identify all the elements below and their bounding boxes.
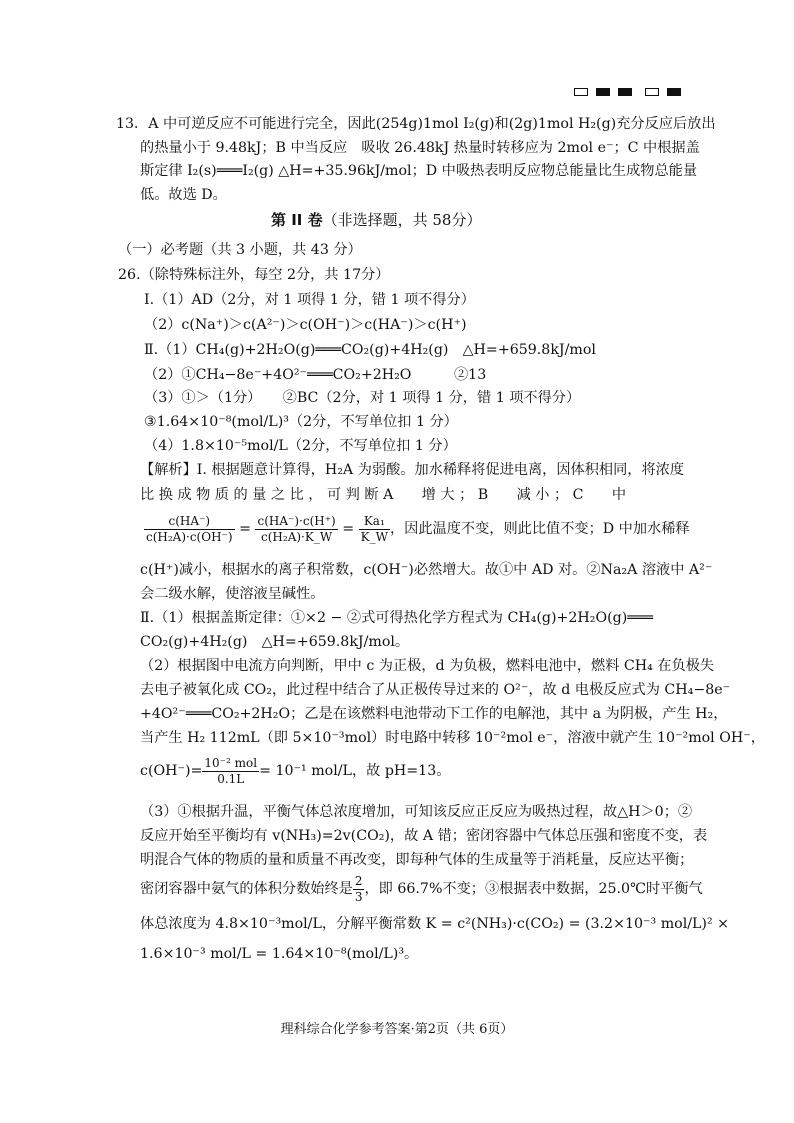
q26-answer-1: Ⅰ.（1）AD（2分，对 1 项得 1 分，错 1 项不得分）: [144, 292, 475, 308]
analysis-line2: 比 换 成 物 质 的 量 之 比 ， 可 判 断 A 增 大 ； B 减 小 ； C 中: [140, 487, 627, 503]
line15-part-a: 密闭容器中氨气的体积分数始终是: [140, 881, 353, 897]
q13-line4: 低。故选 D。: [140, 187, 227, 203]
analysis-line13: 反应开始至平衡均有 v(NH₃)=2v(CO₂)，故 A 错；密闭容器中气体总压强和密度不变，表: [140, 828, 708, 844]
fraction-2: $\frac{c(HA^-)\cdot c(H^+)}{\text{c(H₂A)·K\_W}}$: [257, 513, 336, 544]
mark-outline: [645, 88, 659, 96]
mark-filled: [667, 88, 681, 96]
q26-answer-5: （3）①＞（1分） ②BC（2分，对 1 项得 1 分，错 1 项不得分）: [144, 390, 581, 406]
q13-line1: 13．A 中可逆反应不可能进行完全，因此(254g)1mol I₂(g)和(2g)1mol H₂(g)充分反应后放出: [116, 116, 716, 132]
q13-line2: 的热量小于 9.48kJ；B 中当反应 吸收 26.48kJ 热量时转移应为 2mol e⁻；C 中根据盖: [140, 140, 700, 156]
analysis-line17: 1.6×10⁻³ mol/L = 1.64×10⁻⁸(mol/L)³。: [140, 946, 419, 962]
fraction-3: $\frac{\text{Ka₁}}{K\_W}$: [360, 513, 388, 544]
analysis-line6: Ⅱ.（1）根据盖斯定律：①×2 − ②式可得热化学方程式为 CH₄(g)+2H₂O(g)═══: [140, 610, 653, 626]
analysis-line3-tail: ，因此温度不变，则此比值不变；D 中加水稀释: [389, 521, 690, 537]
q26-answer-2: （2）c(Na⁺)＞c(A²⁻)＞c(OH⁻)＞c(HA⁻)＞c(H⁺): [144, 317, 467, 333]
analysis-line10: +4O²⁻═══CO₂+2H₂O；乙是在该燃料电池带动下工作的电解池，其中 a 为阴极，产生 H₂，: [140, 706, 728, 722]
section-title: [271, 210, 481, 230]
fraction-4: $\frac{\text{10⁻² mol}}{0.1L}$: [204, 755, 258, 786]
analysis-formula-ratio: $\frac{c(HA^-)}{\text{c(H₂A)·c(OH⁻)}}$ = $\frac{c(HA^-)\cdot c(H^+)}{\text{c(H₂A)·K\_W}}$ = $\frac{\text{Ka₁}}{K\_W}$ ，因此温度不变，则此比值不变；D 中加水稀释: [146, 513, 690, 544]
formula-oh-lhs: c(OH⁻)=: [140, 763, 203, 779]
analysis-line16: 体总浓度为 4.8×10⁻³mol/L，分解平衡常数 K = c²(NH₃)·c(CO₂) = (3.2×10⁻³ mol/L)² ×: [140, 916, 730, 932]
mark-outline: [574, 88, 588, 96]
mark-filled: [596, 88, 610, 96]
part1-heading: （一）必考题（共 3 小题，共 43 分）: [118, 242, 362, 258]
q26-answer-3: Ⅱ.（1）CH₄(g)+2H₂O(g)═══CO₂(g)+4H₂(g) △H=+659.8kJ/mol: [144, 342, 596, 358]
analysis-line7: CO₂(g)+4H₂(g) △H=+659.8kJ/mol。: [140, 634, 410, 650]
q13-line3: 斯定律 I₂(s)═══I₂(g) △H=+35.96kJ/mol；D 中吸热表明反应物总能量比生成物总能量: [140, 163, 698, 179]
analysis-formula-oh: [140, 754, 450, 788]
analysis-line9: 去电子被氧化成 CO₂，此过程中结合了从正极传导过来的 O²⁻，故 d 电极反应式为 CH₄−8e⁻: [140, 682, 731, 698]
q26-answer-6: ③1.64×10⁻⁸(mol/L)³（2分，不写单位扣 1 分）: [144, 414, 458, 430]
fraction-1: $\frac{c(HA^-)}{\text{c(H₂A)·c(OH⁻)}}$: [146, 513, 233, 544]
q26-answer-4: （2）①CH₄−8e⁻+4O²⁻═══CO₂+2H₂O ②13: [144, 367, 487, 383]
line15-part-b: ，即 66.7%不变；③根据表中数据，25.0℃时平衡气: [364, 881, 703, 897]
q26-header: 26.（除特殊标注外，每空 2分，共 17分）: [118, 267, 390, 283]
mark-filled: [618, 88, 632, 96]
analysis-line8: （2）根据图中电流方向判断，甲中 c 为正极，d 为负极，燃料电池中，燃料 CH₄ 在负极失: [140, 658, 715, 674]
analysis-line4: c(H⁺)减小，根据水的离子积常数，c(OH⁻)必然增大。故①中 AD 对。②Na₂A 溶液中 A²⁻: [140, 562, 713, 578]
q26-answer-7: （4）1.8×10⁻⁵mol/L（2分，不写单位扣 1 分）: [144, 438, 457, 454]
section-title-main: 第 II 卷: [271, 211, 323, 229]
analysis-line11: 当产生 H₂ 112mL（即 5×10⁻³mol）时电路中转移 10⁻²mol e⁻，溶液中就产生 10⁻²mol OH⁻，: [140, 730, 765, 746]
analysis-line1: 【解析】Ⅰ. 根据题意计算得，H₂A 为弱酸。加水稀释将促进电离，因体积相同，将浓度: [140, 462, 685, 478]
fraction-5: $\frac{2}{3}$: [354, 873, 363, 904]
analysis-line5: 会二级水解，使溶液呈碱性。: [140, 586, 325, 602]
formula-oh-rhs: = 10⁻¹ mol/L，故 pH=13。: [259, 763, 451, 779]
analysis-line15: [140, 872, 703, 906]
analysis-line12: （3）①根据升温，平衡气体总浓度增加，可知该反应正反应为吸热过程，故△H＞0；②: [140, 804, 693, 820]
section-title-rest: （非选择题，共 58分）: [322, 211, 482, 229]
page-footer: 理科综合化学参考答案·第2页（共 6页）: [280, 1022, 514, 1037]
analysis-line14: 明混合气体的物质的量和质量不再改变，即每种气体的生成量等于消耗量，反应达平衡；: [140, 852, 694, 868]
